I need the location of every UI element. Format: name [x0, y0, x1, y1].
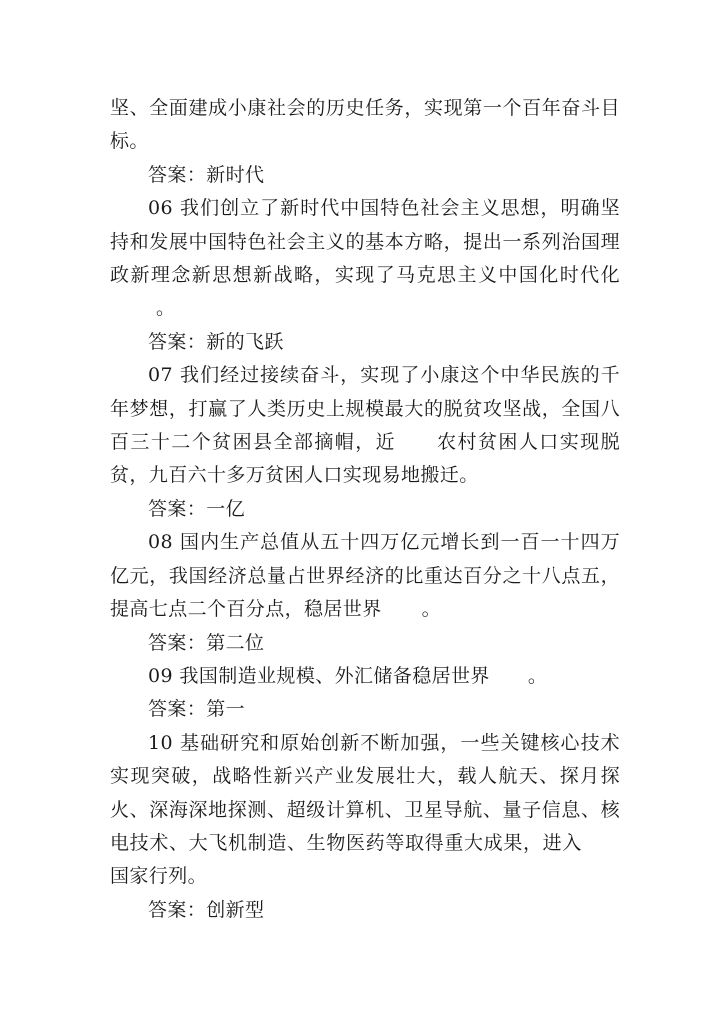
answer-text: 答案：第二位 — [148, 631, 265, 654]
paragraph-continuation — [110, 92, 620, 159]
question-text-end: 。 — [421, 598, 442, 621]
question-text: 10 基础研究和原始创新不断加强，一些关键核心技术实现突破，战略性新兴产业发展壮大，载人航天、探月探火、深海深地探测、超级计算机、卫星导航、量子信息、核电技术、大飞机制造、生物医药等取得重大成果，进入 — [110, 731, 620, 854]
answer-text: 答案：第一 — [148, 698, 246, 721]
question-text-end: 。 — [527, 664, 548, 687]
question-text-end: 国家行列。 — [110, 865, 208, 888]
answer-text: 答案：新的飞跃 — [148, 330, 284, 353]
answer-06 — [110, 326, 620, 359]
question-text: 08 国内生产总值从五十四万亿元增长到一百一十四万亿元，我国经济总量占世界经济的比重达百分之十八点五，提高七点二个百分点，稳居世界 — [110, 531, 620, 621]
question-text: 06 我们创立了新时代中国特色社会主义思想，明确坚持和发展中国特色社会主义的基本方略，提出一系列治国理政新理念新思想新战略，实现了马克思主义中国化时代化 — [110, 197, 620, 287]
answer-text: 答案：创新型 — [148, 898, 265, 921]
question-08 — [110, 526, 620, 626]
question-09 — [110, 660, 620, 693]
answer-10 — [110, 894, 620, 927]
question-text-end: 农村贫困人口实现脱贫，九百六十多万贫困人口实现易地搬迁。 — [110, 431, 620, 487]
question-07 — [110, 359, 620, 493]
paragraph-text: 坚、全面建成小康社会的历史任务，实现第一个百年奋斗目标。 — [110, 97, 620, 153]
question-10 — [110, 727, 620, 894]
question-text: 07 我们经过接续奋斗，实现了小康这个中华民族的千年梦想，打赢了人类历史上规模最大的脱贫攻坚战，全国八百三十二个贫困县全部摘帽，近 — [110, 364, 620, 454]
answer-text: 答案：一亿 — [148, 497, 246, 520]
answer-08 — [110, 627, 620, 660]
answer-09 — [110, 693, 620, 726]
answer-07 — [110, 493, 620, 526]
question-text-end: 。 — [156, 297, 176, 320]
answer-line — [110, 159, 620, 192]
question-06 — [110, 192, 620, 326]
document-page — [110, 92, 620, 927]
question-text: 09 我国制造业规模、外汇储备稳居世界 — [148, 664, 490, 687]
answer-text: 答案：新时代 — [148, 163, 265, 186]
